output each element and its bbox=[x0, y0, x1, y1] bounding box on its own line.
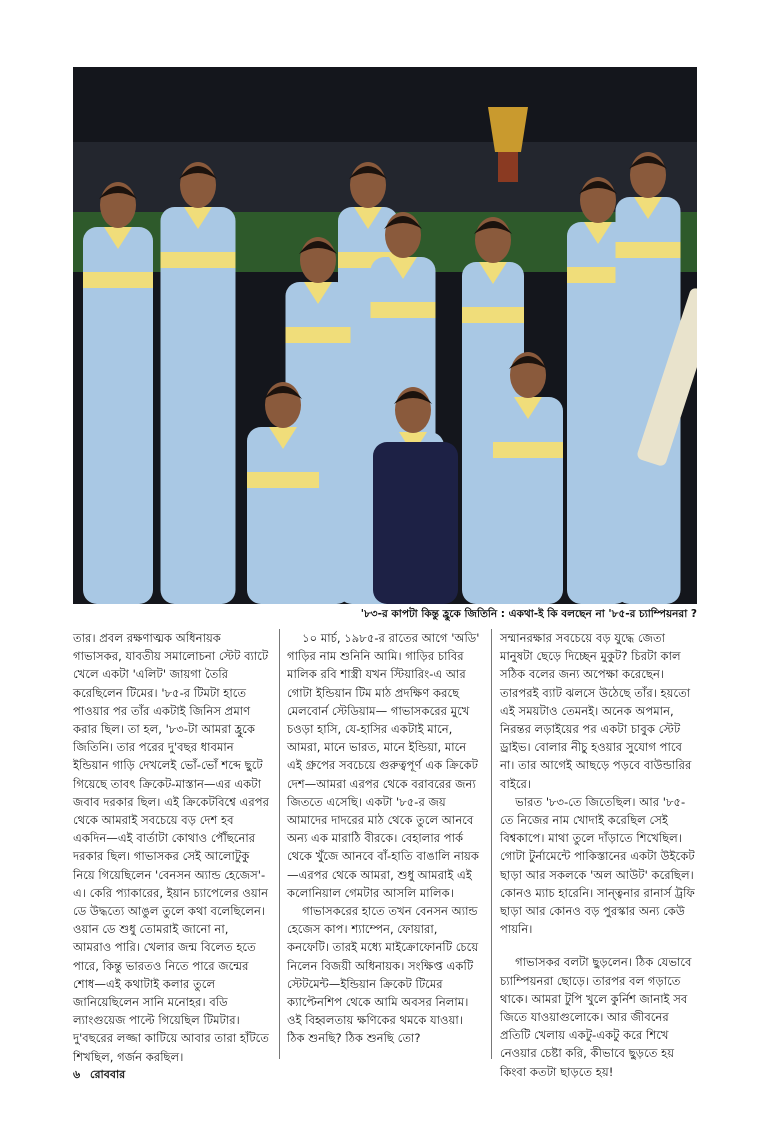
player-figure bbox=[247, 427, 319, 604]
paragraph: ভারত '৮৩-তে জিতেছিল। আর '৮৫-তে নিজের নাম খোদাই করেছিল সেই বিশ্বকাপে। মাথা তুলে দাঁড়াতে শিখেছিল। গোটা টুর্নামেন্টে পাকিস্তানের একটা উইকেট ছাড়া আর সকলকে 'অল আউট' করেছিল। কোনও ম্যাচ হারেনি। সান্ত্বনার রানার্স ট্রফি ছাড়া আর কোনও বড় পুরস্কার অন্য কেউ পায়নি। bbox=[500, 794, 695, 937]
paragraph: তার। প্রবল রক্ষণাত্মক অধিনায়ক গাভাসকর, যাবতীয় সমালোচনা স্টেট ব্যাটে খেলে একটা 'এলিট' জায়গা তৈরি করেছিলেন টিমের। '৮৫-র টিমটা হাতে পাওয়ার পর তাঁর একটাই জিনিস প্রমাণ করার ছিল। তা হল, '৮৩-টা আমরা হ্রুকে জিতিনি। তার পরের দু'বছর ধাবমান ইন্ডিয়ান গাড়ি দেখলেই ভোঁ-ভোঁ শব্দে ছুটে গিয়েছে তাবৎ ক্রিকেট-মাস্তান—এর একটা জবাব দরকার ছিল। এই ক্রিকেটবিশ্বে এরপর থেকে আমরাই সবচেয়ে বড় দেশ হব একদিন—এই বার্তাটা কোথাও পৌঁছনোর দরকার ছিল। গাভাসকর সেই আলোটুকু নিয়ে গিয়েছিলেন 'বেনসন অ্যান্ড হেজেস'-এ। কেরি প্যাকারের, ইয়ান চ্যাপেলের ওয়ান ডে উদ্ধত্যে আঙুল তুলে কথা বলেছিলেন। ওয়ান ডে শুধু তোমরাই জানো না, আমরাও পারি। খেলার জন্ম বিলেত হতে পারে, কিন্তু ভারতও নিতে পারে জন্মের শোধ—এই কথাটাই কলার তুলে জানিয়েছিলেন সানি মনোহর। বডি ল্যাংগুয়েজ পাল্টে গিয়েছিল টিমটার। দু'বছরের লজ্জা কাটিয়ে আবার তারা হাঁটতে শিখছিল, গর্জন করছিল। bbox=[73, 631, 270, 1064]
text-column-3 bbox=[500, 629, 698, 1081]
team-photo-illustration bbox=[73, 67, 697, 604]
paragraph: গাভাসকর বলটা ছুড়লেন। ঠিক যেভাবে চ্যাম্পিয়নরা ছোড়ে। তারপর বল গড়াতে থাকে। আমরা টুপি খুলে কুর্নিশ জানাই সব জিতে যাওয়াগুলোকে। আর জীবনের প্রতিটি খেলায় একটু-একটু করে শিখে নেওয়ার চেষ্টা করি, কীভাবে ছুড়তে হয় কিংবা কতটা ছাড়তে হয়! bbox=[500, 955, 692, 1079]
paragraph: ১০ মার্চ, ১৯৮৫-র রাতের আগে 'অডি' গাড়ির নাম শুনিনি আমি। গাড়ির চাবির মালিক রবি শাস্ত্রী যখন স্টিয়ারিং-এ আর গোটা ইন্ডিয়ান টিম মাঠ প্রদক্ষিণ করছে মেলবোর্ন স্টেডিয়াম— গাভাসকরের মুখে চওড়া হাসি, যে-হাসির একটাই মানে, আমরা, মানে ভারত, মানে ইন্ডিয়া, মানে এই গ্রুপের সবচেয়ে গুরুত্বপূর্ণ এক ক্রিকেট দেশ—আমরা এরপর থেকে বরাবরের জন্য জিততে এসেছি। একটা '৮৫-র জয় আমাদের দাদরের মাঠ থেকে তুলে আনবে অন্য এক মারাঠি বীরকে। বেহালার পার্ক থেকে খুঁজে আনবে বাঁ-হাতি বাঙালি নায়ক—এরপর থেকে আমরা, শুধু আমরাই এই কলোনিয়াল গেমটার আসলি মালিক। bbox=[287, 631, 480, 900]
trophy bbox=[488, 107, 528, 152]
column-divider bbox=[279, 629, 280, 1059]
player-figure bbox=[493, 397, 563, 604]
text-column-1 bbox=[73, 629, 269, 1066]
photo-caption: '৮৩-র কাপটা কিন্তু হ্রুকে জিতিনি : একথা-ই কি বলছেন না '৮৫-র চ্যাম্পিয়নরা ? bbox=[360, 608, 697, 620]
player-sweater bbox=[373, 442, 458, 604]
page-footer bbox=[73, 1066, 131, 1085]
paragraph: সম্মানরক্ষার সবচেয়ে বড় যুদ্ধে জেতা মানুষটা ছেড়ে দিচ্ছেন মুকুট? চিরটা কাল সঠিক বলের জন্য অপেক্ষা করেছেন। তারপরই ব্যাট ঝলসে উঠেছে তাঁর। হয়তো এই সময়টাও তেমনই। অনেক অপমান, নিরন্তর লড়াইয়ের পর একটা চাবুক স্টেট ড্রাইভ। বোলার নীচু হওয়ার সুযোগ পাবে না। তার আগেই আছড়ে পড়বে বাউন্ডারির বাইরে। bbox=[500, 631, 692, 791]
page-number: ৬ bbox=[73, 1068, 81, 1081]
team-photo bbox=[73, 67, 697, 604]
text-column-2 bbox=[287, 629, 483, 1048]
publication-name: রোববার bbox=[90, 1068, 126, 1081]
column-divider bbox=[491, 629, 492, 1059]
paragraph: গাভাসকরের হাতে তখন বেনসন অ্যান্ড হেজেস কাপ। শ্যাম্পেন, ফোয়ারা, কনফেটি। তারই মধ্যে মাইক্রোফোনটি চেয়ে নিলেন বিজয়ী অধিনায়ক। সংক্ষিপ্ত একটি স্টেটমেন্ট—ইন্ডিয়ান ক্রিকেট টিমের ক্যাপ্টেনশিপ থেকে আমি অবসর নিলাম। ওই বিহ্বলতায় ক্ষণিকের থমকে যাওয়া। ঠিক শুনছি? ঠিক শুনছি তো? bbox=[287, 904, 479, 1046]
